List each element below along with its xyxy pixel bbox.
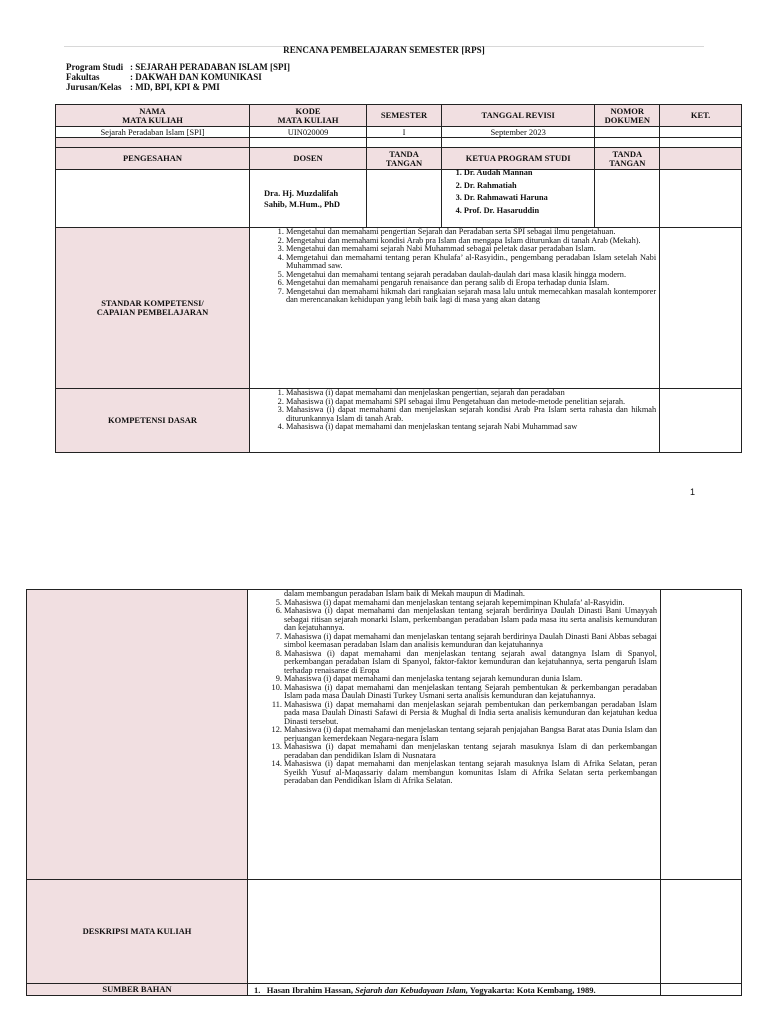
ketua-item: 4. Prof. Dr. Hasaruddin <box>464 205 595 218</box>
program-info <box>66 62 290 92</box>
sk-item: 3. Mengetahui dan memahami sejarah Nabi Muhammad sebagai peletak dasar peradaban Islam. <box>286 245 659 254</box>
cell-nomor <box>595 127 660 138</box>
dosen-name-line2: Sahib, M.Hum., PhD <box>263 198 341 209</box>
cell-standar-kompetensi <box>249 228 659 389</box>
cell-ketua-list <box>441 170 595 228</box>
cell-ket <box>660 127 742 138</box>
spacer-cell <box>56 138 250 148</box>
sumber-title: Sejarah dan Kebudayaan Islam, <box>355 984 468 995</box>
sk-item: 6. Mengetahui dan memahami pengaruh renaisance dan perang salib di Eropa terhadap dunia Islam. <box>286 279 659 288</box>
kd-item: 7. Mahasiswa (i) dapat memahami dan menjelaskan tentang sejarah berdirinya Daulah Dinasti Bani Abbas sebagai simbol keemasan peradaban Islam dan analisis kemunduran dan kejatuhannya <box>284 633 660 650</box>
label-deskripsi-mk: DESKRIPSI MATA KULIAH <box>27 880 248 984</box>
header-nomor-dokumen: NOMOR DOKUMEN <box>595 105 660 127</box>
kd-continuation-line: dalam membangun peradaban Islam baik di Mekah maupun di Madinah. <box>284 589 526 598</box>
kd-item: 10. Mahasiswa (i) dapat memahami dan menjelaskan tentang Sejarah pembentukan & perkembangan peradaban Islam pada masa Daulah Dinasti Turkey Usmani serta analisis kemunduran dan kejatuhannya. <box>284 684 660 701</box>
kd-item: 13. Mahasiswa (i) dapat memahami dan menjelaskan tentang sejarah masuknya Islam di dan perkembangan peradaban dan pendidikan Islam di Nusnatara <box>284 743 660 760</box>
cell-kompetensi-dasar <box>249 389 659 453</box>
label-kd-continued <box>27 590 248 880</box>
kd-item: 4. Mahasiswa (i) dapat memahami dan menjelaskan tentang sejarah Nabi Muhammad saw <box>286 423 659 432</box>
spacer-cell <box>595 138 660 148</box>
cell-empty <box>661 880 742 984</box>
info-key: Fakultas <box>66 72 100 82</box>
kd-item: 5. Mahasiswa (i) dapat memahami dan menjelaskan tentang sejarah kepemimpinan Khulafa’ al-Rasyidin. <box>284 599 660 608</box>
cell-empty <box>660 389 742 453</box>
kd-item: 1. Mahasiswa (i) dapat memahami dan menjelaskan pengertian, sejarah dan peradaban <box>286 389 659 398</box>
kd-item: 14. Mahasiswa (i) dapat memahami dan menjelaskan tentang sejarah masuknya Islam di Afrika Selatan, peran Syeikh Yusuf al-Maqassariy dalam membangun komunitas Islam di Afrika Selatan serta perkembangan peradaban dan Pendidikan Islam di Afrika Selatan. <box>284 760 660 786</box>
kd-list-continued <box>248 599 660 786</box>
kd-item: 12. Mahasiswa (i) dapat memahami dan menjelaskan tentang sejarah penjajahan Bangsa Barat atas Dunia Islam dan perjuangan kemerdekaan Negara-negara Islam <box>284 726 660 743</box>
header-tanggal-revisi: TANGGAL REVISI <box>441 105 595 127</box>
cell-pengesahan-empty <box>56 170 250 228</box>
rps-table-page1 <box>55 104 742 453</box>
header-empty <box>660 148 742 170</box>
info-value: : DAKWAH DAN KOMUNIKASI <box>130 72 262 82</box>
sk-item: 4. Memgetahui dan memahami tentang peran Khulafa’ al-Rasyidin., pengembang peradaban Islam setelah Nabi Muhammad saw. <box>286 254 659 271</box>
sk-list <box>250 228 659 305</box>
cell-empty <box>661 984 742 996</box>
sumber-publisher: Yogyakarta: Kota Kembang, 1989. <box>469 984 596 995</box>
kd-item: 11. Mahasiswa (i) dapat memahami dan menjelaskan sejarah pembentukan dan perkembangan peradaban Islam pada masa Daulah Dinasti Safawi di Persia & Mughal di India serta analisis kemunduran dan kejatuhan kedua Dinasti tersebut. <box>284 701 660 727</box>
cell-dosen <box>249 170 366 228</box>
info-row-fakultas <box>66 72 290 82</box>
label-sumber-bahan: SUMBER BAHAN <box>27 984 248 996</box>
kd-item: 6. Mahasiswa (i) dapat memahami dan menjelaskan tentang sejarah berdirinya Daulah Dinasti Bani Umayyah sebagai ritisan sejarah monarki Islam, perkembangan peradaban Islam pada masa itu serta analisis kemunduran dan kejatuhannya. <box>284 607 660 633</box>
cell-ttd-dosen <box>367 170 442 228</box>
cell-nama-mk: Sejarah Peradaban Islam [SPI] <box>56 127 250 138</box>
info-row-program <box>66 62 290 72</box>
info-value: : MD, BPI, KPI & PMI <box>130 82 220 92</box>
cell-deskripsi-mk <box>248 880 661 984</box>
cell-kode-mk: UIN020009 <box>249 127 366 138</box>
ketua-item: 2. Dr. Rahmatiah <box>464 180 595 193</box>
kd-list <box>250 389 659 432</box>
ketua-list <box>442 167 595 217</box>
cell-ttd-ketua <box>595 170 660 228</box>
header-semester: SEMESTER <box>367 105 442 127</box>
cell-kd-continued <box>248 590 661 880</box>
rps-table-page2 <box>26 589 742 996</box>
cell-semester: I <box>367 127 442 138</box>
header-kode: KODE MATA KULIAH <box>249 105 366 127</box>
sk-item: 5. Mengetahui dan memahami tentang sejarah peradaban daulah-daulah dari masa klasik hingga modern. <box>286 271 659 280</box>
ketua-item: 1. Dr. Audah Mannan <box>464 167 595 180</box>
sk-item: 7. Mengetahui dan memahami hikmah dari rangkaian sejarah masa lalu untuk memecahkan masalah kontemporer dan merencanakan kehidupan yang lebih baik lagi di masa yang akan datang <box>286 288 659 305</box>
page-number: 1 <box>690 487 696 497</box>
cell-empty <box>660 228 742 389</box>
sk-item: 2. Mengetahui dan memahami kondisi Arab pra Islam dan mengapa Islam diturunkan di tanah Arab (Mekah). <box>286 237 659 246</box>
header-dosen: DOSEN <box>249 148 366 170</box>
sumber-number: 1. <box>254 984 261 995</box>
info-key: Program Studi <box>66 62 124 72</box>
cell-empty <box>660 170 742 228</box>
label-standar-kompetensi: STANDAR KOMPETENSI/ CAPAIAN PEMBELAJARAN <box>56 228 250 389</box>
document-title: RENCANA PEMBELAJARAN SEMESTER [RPS] <box>283 45 485 55</box>
spacer-cell <box>441 138 595 148</box>
spacer-cell <box>249 138 366 148</box>
cell-tanggal: September 2023 <box>441 127 595 138</box>
header-tanda-tangan: TANDA TANGAN <box>367 148 442 170</box>
label-kompetensi-dasar: KOMPETENSI DASAR <box>56 389 250 453</box>
spacer-cell <box>660 138 742 148</box>
sk-item: 1. Mengetahui dan memahami pengertian Sejarah dan Peradaban serta SPI sebagai ilmu pengetahuan. <box>286 228 659 237</box>
info-value: : SEJARAH PERADABAN ISLAM [SPI] <box>130 62 291 72</box>
header-nama: NAMA MATA KULIAH <box>56 105 250 127</box>
kd-item: 9. Mahasiswa (i) dapat memahami dan menjelaska tentang sejarah kemunduran dunia Islam. <box>284 675 660 684</box>
cell-empty <box>661 590 742 880</box>
header-pengesahan: PENGESAHAN <box>56 148 250 170</box>
cell-sumber-bahan <box>248 984 661 996</box>
kd-item: 3. Mahasiswa (i) dapat memahami dan menjelaskan sejarah kondisi Arab Pra Islam serta rahasia dan hikmah diturunkannya Islam di tanah Arab. <box>286 406 659 423</box>
info-key: Jurusan/Kelas <box>66 82 122 92</box>
header-ketua-prodi: KETUA PROGRAM STUDI <box>441 148 595 170</box>
ketua-item: 3. Dr. Rahmawati Haruna <box>464 192 595 205</box>
info-row-jurusan <box>66 82 290 92</box>
sumber-author: Hasan Ibrahim Hassan, <box>266 984 353 995</box>
kd-item: 8. Mahasiswa (i) dapat memahami dan menjelaskan tentang sejarah awal datangnya Islam di Spanyol, perkembangan peradaban Islam di Spanyol, faktor-faktor kemunduran dan kejatuhannya, serta pengaruh Islam terhadap renaisanse di Eropa <box>284 650 660 676</box>
header-ket: KET. <box>660 105 742 127</box>
dosen-name-line1: Dra. Hj. Muzdalifah <box>263 187 339 198</box>
spacer-cell <box>367 138 442 148</box>
header-tanda-tangan-2: TANDA TANGAN <box>595 148 660 170</box>
kd-item: 2. Mahasiswa (i) dapat memahami SPI sebagai ilmu Pengetahuan dan metode-metode penelitian sejarah. <box>286 398 659 407</box>
